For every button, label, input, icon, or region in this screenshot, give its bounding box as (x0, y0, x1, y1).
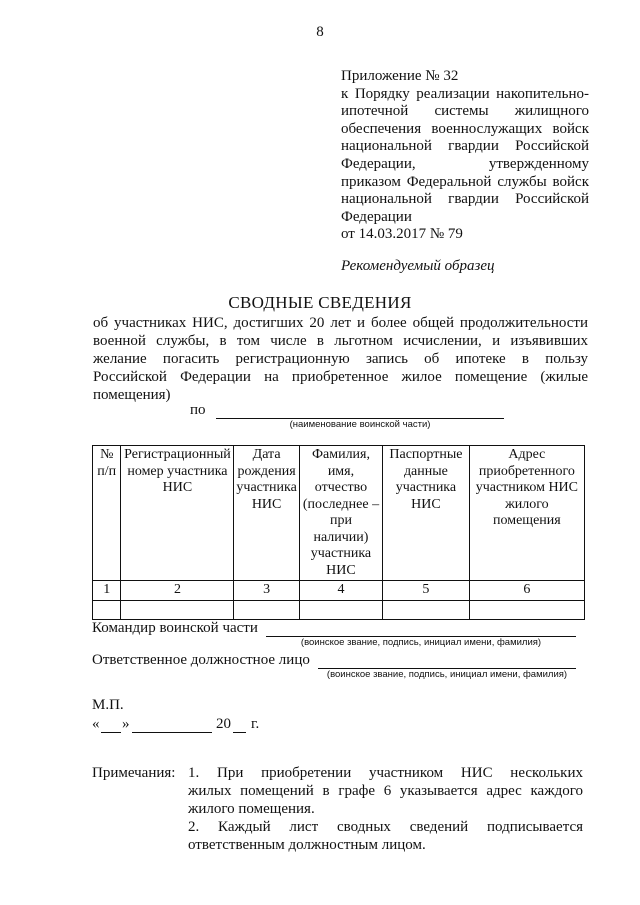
intro-paragraph (93, 314, 588, 404)
intro-line: об участниках НИС, достигших 20 лет и более общей продолжительности (93, 315, 588, 331)
empty-cell (383, 600, 470, 619)
intro-line: Российской Федерации на приобретенное жилое помещение (жилые (93, 369, 588, 385)
header-cell: № п/п (93, 446, 121, 581)
appendix-date: от 14.03.2017 № 79 (341, 226, 463, 243)
notes-label: Примечания: (92, 765, 176, 781)
column-number: 6 (469, 581, 584, 601)
column-number: 3 (234, 581, 299, 601)
unit-name-line (216, 402, 504, 419)
appendix-line: приказом Федеральной службы войск (341, 173, 589, 190)
column-number: 1 (93, 581, 121, 601)
document-title: СВОДНЫЕ СВЕДЕНИЯ (228, 293, 412, 312)
column-number: 5 (383, 581, 470, 601)
header-cell: Дата рождения участника НИС (234, 446, 299, 581)
unit-prefix: по (190, 402, 206, 418)
intro-line: военной службы, в том числе в льготном исчислении, и изъявивших (93, 333, 588, 349)
page-number: 8 (316, 24, 324, 40)
empty-cell (121, 600, 234, 619)
appendix-line: национальной гвардии Российской (341, 138, 589, 155)
commander-label: Командир воинской части (92, 620, 258, 636)
stamp-label: М.П. (92, 697, 124, 713)
intro-line: желание погасить регистрационную запись об ипотеке в пользу (93, 351, 588, 367)
date-open-quote: « (92, 716, 100, 732)
appendix-title: Приложение № 32 (341, 68, 459, 84)
note-2-line: ответственным должностным лицом. (188, 837, 426, 853)
column-number: 4 (299, 581, 382, 601)
date-year-suffix: г. (251, 716, 260, 732)
header-cell: Фамилия, имя, отчество (последнее – при наличии) участника НИС (299, 446, 382, 581)
empty-cell (234, 600, 299, 619)
unit-name-caption: (наименование воинской части) (289, 419, 431, 430)
notes-body (188, 764, 583, 854)
appendix-line: Федерации (341, 208, 412, 225)
official-signature-line (318, 652, 576, 669)
appendix-line: обеспечения военнослужащих войск (341, 120, 589, 137)
table-header-row (93, 446, 585, 581)
date-year-prefix: 20 (216, 716, 231, 732)
header-cell: Паспортные данные участника НИС (383, 446, 470, 581)
appendix-line: к Порядку реализации накопительно- (341, 85, 589, 102)
note-1-line: 1. При приобретении участником НИС нескольких (188, 765, 583, 781)
sample-label: Рекомендуемый образец (341, 258, 495, 274)
empty-cell (299, 600, 382, 619)
summary-table (92, 445, 585, 620)
commander-caption: (воинское звание, подпись, инициал имени, фамилия) (300, 637, 542, 648)
table-empty-row (93, 600, 585, 619)
header-cell: Регистрационный номер участника НИС (121, 446, 234, 581)
appendix-line: национальной гвардии Российской (341, 191, 589, 208)
column-number: 2 (121, 581, 234, 601)
empty-cell (469, 600, 584, 619)
appendix-block (341, 68, 589, 244)
note-1-line: жилого помещения. (188, 801, 315, 817)
empty-cell (93, 600, 121, 619)
official-label: Ответственное должностное лицо (92, 652, 310, 668)
official-caption: (воинское звание, подпись, инициал имени, фамилия) (326, 669, 568, 680)
appendix-line: ипотечной системы жилищного (341, 103, 589, 120)
table-number-row (93, 581, 585, 601)
note-1-line: жилых помещений в графе 6 указывается адрес каждого (188, 783, 583, 799)
note-2-line: 2. Каждый лист сводных сведений подписывается (188, 819, 583, 835)
commander-signature-line (266, 620, 576, 637)
date-year-line (233, 716, 246, 733)
header-cell: Адрес приобретенного участником НИС жилого помещения (469, 446, 584, 581)
date-day-line (101, 716, 121, 733)
appendix-line: Федерации, утвержденному (341, 155, 589, 172)
intro-line: помещения) (93, 387, 171, 403)
date-month-line (132, 716, 212, 733)
date-close-quote: » (122, 716, 130, 732)
